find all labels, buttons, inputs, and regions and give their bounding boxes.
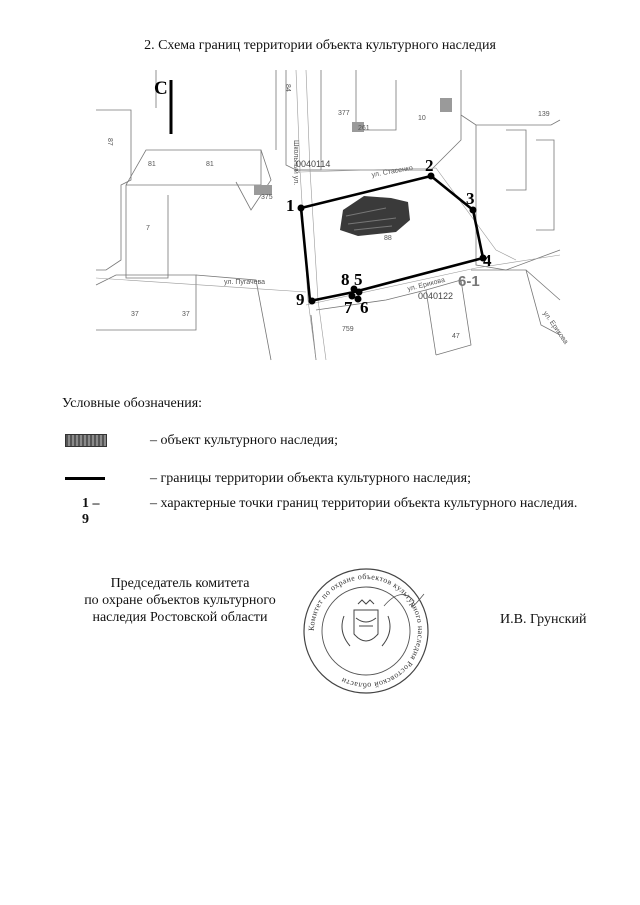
position-line: по охране объектов культурного: [84, 593, 276, 608]
signatory-name: И.В. Грунский: [500, 612, 587, 627]
parcel-label: 261: [358, 125, 370, 132]
page-title: 2. Схема границ территории объекта культурного наследия: [144, 38, 496, 53]
boundary-scheme-map: [96, 70, 570, 360]
parcel-label: 10: [418, 115, 426, 122]
legend-item-text: – границы территории объекта культурного наследия;: [150, 471, 471, 486]
position-line: наследия Ростовской области: [92, 610, 268, 625]
parcel-label: 84: [284, 84, 291, 92]
cadastral-block-label: 0040114: [296, 159, 331, 169]
small-buildings: [254, 98, 452, 195]
point-label-6: 6: [360, 298, 369, 317]
parcel-label: 37: [182, 311, 190, 318]
north-label: С: [154, 78, 168, 99]
legend-item-text: – характерные точки границ территории объекта культурного наследия.: [150, 496, 578, 511]
parcel-label: 37: [131, 311, 139, 318]
north-arrow: [154, 78, 171, 134]
signatory-position: [80, 575, 280, 626]
street-label: ул. Ерикова: [541, 310, 570, 346]
cadastral-block-label: 0040122: [418, 291, 454, 301]
parcel-label: 81: [206, 161, 214, 168]
point-label-3: 3: [466, 189, 475, 208]
parcel-label: 759: [342, 326, 354, 333]
parcel-label: 375: [261, 194, 273, 201]
parcel-outlines: [96, 70, 560, 360]
street-label: ул. Стасенко: [371, 164, 414, 179]
street-label: Школьный ул.: [292, 140, 299, 186]
parcel-label: 139: [538, 111, 550, 118]
official-seal: [296, 566, 436, 696]
heritage-object-shape: [340, 196, 410, 236]
point-label-2: 2: [425, 156, 434, 175]
legend-title: Условные обозначения:: [62, 396, 203, 411]
parcel-label: 6-1: [458, 273, 480, 290]
point-label-5: 5: [354, 270, 363, 289]
territory-boundary: [301, 176, 483, 301]
street-label: ул. Пугачева: [224, 279, 266, 286]
point-label-8: 8: [341, 270, 350, 289]
point-label-7: 7: [344, 298, 353, 317]
parcel-label: 47: [452, 333, 460, 340]
points-range: 1 – 9: [82, 496, 100, 527]
svg-text:Комитет по охране объектов кул: [307, 572, 425, 690]
coat-of-arms-icon: [342, 600, 390, 646]
position-line: Председатель комитета: [110, 576, 250, 591]
legend-item-text: – объект культурного наследия;: [150, 433, 338, 448]
parcel-label: 377: [338, 110, 350, 117]
point-label-1: 1: [286, 196, 295, 215]
point-label-4: 4: [483, 251, 492, 270]
parcel-label: 87: [106, 138, 113, 146]
street-label: ул. Ерикова: [406, 276, 446, 293]
parcel-label: 88: [384, 235, 392, 242]
street-lines: [96, 70, 560, 360]
seal-text: Комитет по охране объектов культурного наследия Ростовской области: [306, 571, 426, 691]
point-label-9: 9: [296, 290, 305, 309]
parcel-label: 81: [148, 161, 156, 168]
parcel-label: 7: [146, 225, 150, 232]
